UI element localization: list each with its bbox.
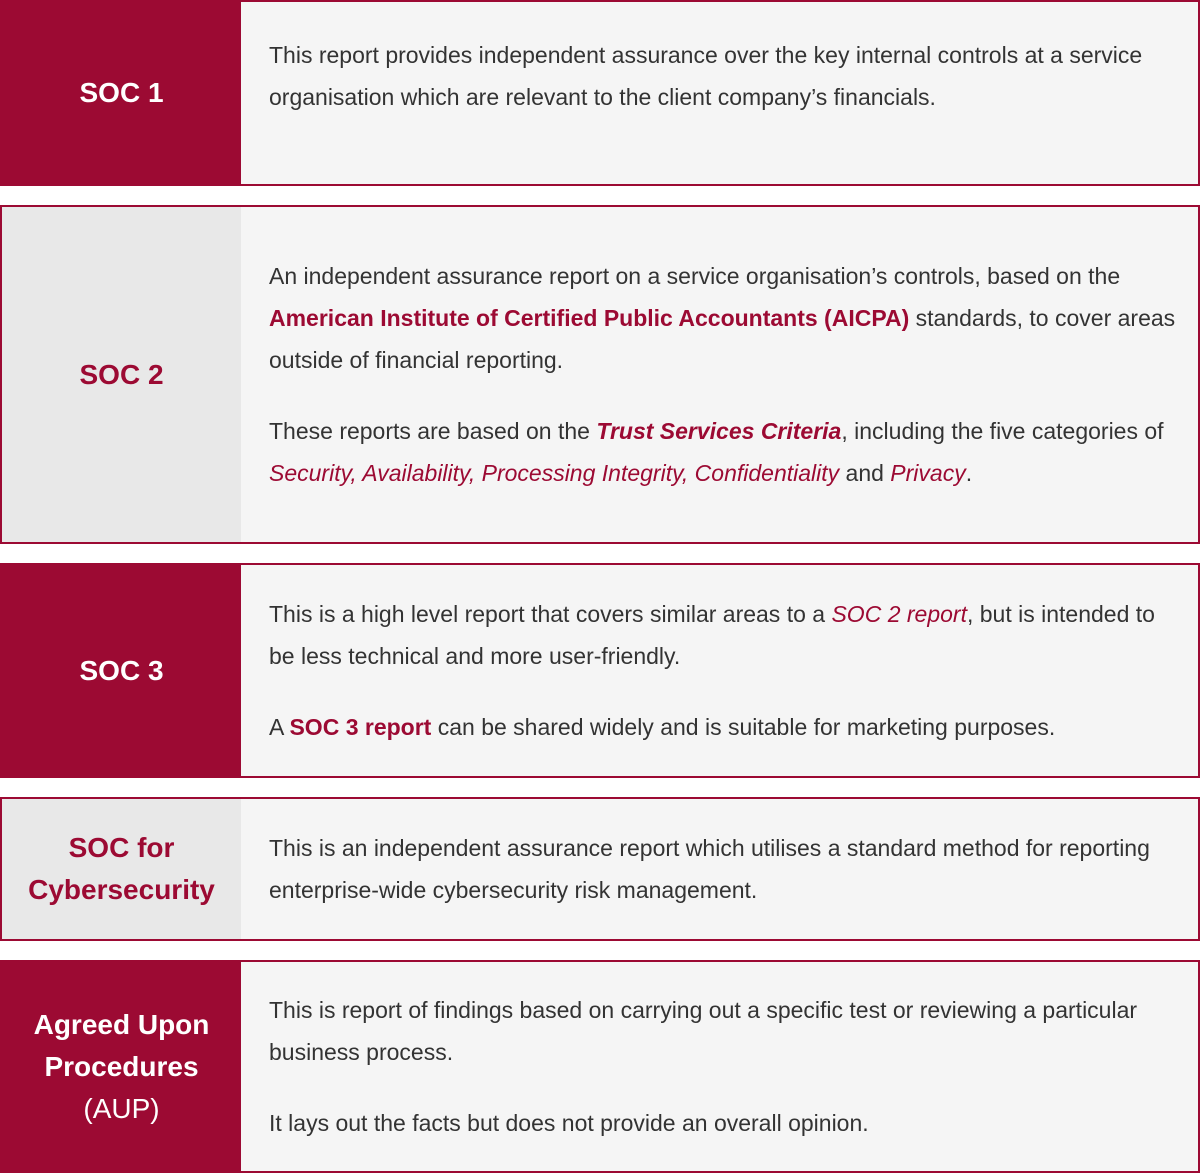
trust-services-criteria-link[interactable]: Trust Services Criteria <box>596 418 842 444</box>
soc3-paragraph-2 <box>269 706 1176 748</box>
soc3-description <box>241 565 1198 776</box>
soc2-row <box>0 205 1200 544</box>
soc1-row <box>0 0 1200 186</box>
soc2-p2-and: and <box>839 460 891 486</box>
soc-cybersecurity-description <box>241 799 1198 939</box>
soc3-p2-text-a: A <box>269 714 290 740</box>
soc2-description <box>241 207 1198 542</box>
soc3-report-link[interactable]: SOC 3 report <box>289 714 432 740</box>
soc2-p2-end: . <box>965 460 973 486</box>
soc2-p1-text-a: An independent assurance report on a service organisation’s controls, based on the <box>269 263 1121 289</box>
aup-paragraph-1: This is report of findings based on carrying out a specific test or reviewing a particular business process. <box>269 997 1138 1065</box>
soc3-label-cell <box>2 565 241 776</box>
soc1-text: This report provides independent assurance over the key internal controls at a service organisation which are relevant to the client company’s financials. <box>269 42 1143 110</box>
soc-cybersecurity-text: This is an independent assurance report which utilises a standard method for reporting enterprise-wide cybersecurity risk management. <box>269 835 1150 903</box>
soc1-label: SOC 1 <box>79 77 164 108</box>
aicpa-link[interactable]: American Institute of Certified Public Accountants (AICPA) <box>269 305 910 331</box>
soc-cybersecurity-label-line1: SOC for <box>68 832 175 863</box>
soc2-paragraph-2 <box>269 410 1176 494</box>
soc2-paragraph-1 <box>269 255 1176 381</box>
soc1-label-cell <box>2 2 241 184</box>
aup-label-line2: Procedures <box>44 1050 199 1082</box>
soc3-label: SOC 3 <box>79 654 164 686</box>
soc3-paragraph-1 <box>269 593 1176 677</box>
aup-label-line3: (AUP) <box>83 1092 160 1124</box>
soc2-label: SOC 2 <box>79 358 164 390</box>
aup-paragraph-2: It lays out the facts but does not provide an overall opinion. <box>269 1110 869 1136</box>
soc2-categories: Security, Availability, Processing Integrity, Confidentiality <box>269 460 840 486</box>
soc-cybersecurity-row <box>0 797 1200 941</box>
soc2-label-cell <box>2 207 241 542</box>
soc2-privacy: Privacy <box>890 460 966 486</box>
aup-row <box>0 960 1200 1173</box>
soc-cybersecurity-label-line2: Cybersecurity <box>28 874 215 905</box>
soc3-p1-text-b: , but is intended to be less technical and more user-friendly. <box>269 601 1155 669</box>
aup-description <box>241 962 1198 1171</box>
soc2-p2-text-a: These reports are based on the <box>269 418 597 444</box>
soc3-row <box>0 563 1200 778</box>
soc3-p2-text-b: can be shared widely and is suitable for marketing purposes. <box>431 714 1056 740</box>
soc-cybersecurity-label-cell <box>2 799 241 939</box>
soc2-p1-text-b: standards, to cover areas outside of financial reporting. <box>269 305 1176 373</box>
soc2-report-link[interactable]: SOC 2 report <box>831 601 967 627</box>
aup-label-cell <box>2 962 241 1171</box>
soc2-p2-text-b: , including the five categories of <box>841 418 1164 444</box>
soc1-description <box>241 2 1198 184</box>
aup-label-line1: Agreed Upon <box>33 1008 210 1040</box>
soc3-p1-text-a: This is a high level report that covers similar areas to a <box>269 601 832 627</box>
